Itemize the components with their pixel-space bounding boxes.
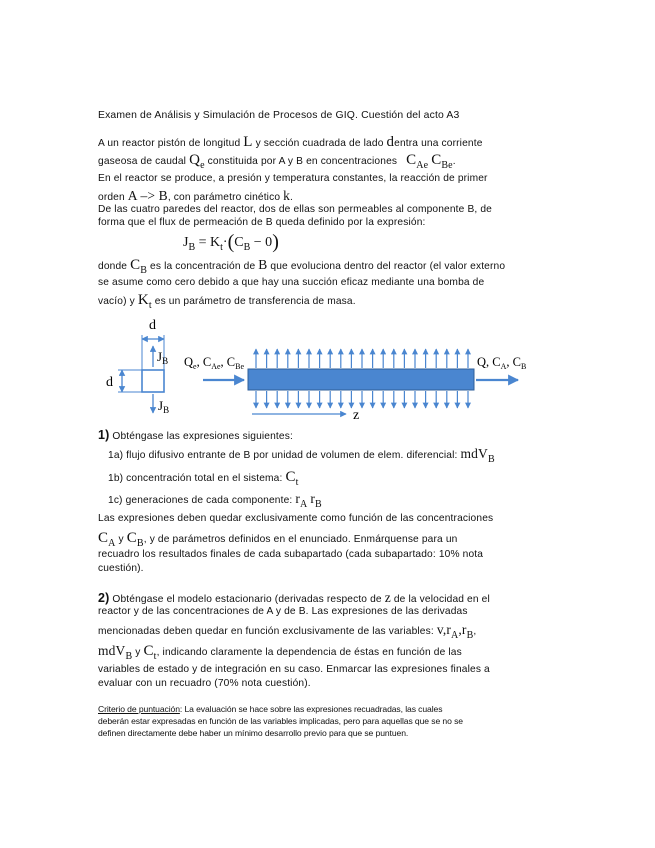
outlet-label xyxy=(477,355,526,371)
math-J: J xyxy=(183,235,189,250)
dim-d-left: d xyxy=(106,375,113,390)
math-sub: B xyxy=(162,356,169,366)
q2-line-6: evaluar con un recuadro (70% nota cuestión). xyxy=(98,678,311,689)
text: , y de parámetros definidos en el enunciado. Enmárquense para un xyxy=(143,534,458,545)
math-sub: A xyxy=(300,499,308,510)
math-r: ,r xyxy=(442,622,452,637)
math-K: K xyxy=(137,292,149,308)
cross-section xyxy=(106,318,169,415)
criteria-line-1 xyxy=(98,704,442,714)
math-sub: B xyxy=(136,538,144,549)
q1-number: 1) xyxy=(98,428,110,442)
text: constituida por A y B en concentraciones xyxy=(207,156,398,167)
math-C: C xyxy=(285,469,296,485)
math-sub: t xyxy=(220,242,223,253)
math-C: C xyxy=(492,355,501,369)
math-sub: t xyxy=(148,300,152,311)
exam-title: Examen de Análisis y Simulación de Procesos de GIQ. Cuestión del acto A3 xyxy=(98,110,460,121)
text: 1b) xyxy=(108,473,124,484)
math-C: C xyxy=(126,530,137,546)
math-J: J xyxy=(157,349,163,364)
math-d: d xyxy=(386,134,395,150)
text: mencionadas deben quedar en función exclusivamente de las variables: xyxy=(98,626,434,637)
q1-header xyxy=(98,428,293,442)
math-sub: t xyxy=(153,651,157,662)
math-C: C xyxy=(130,257,141,273)
text: , indicando claramente la dependencia de éstas en función de las xyxy=(156,647,462,658)
math-C: C xyxy=(512,355,521,369)
q2-line-5: variables de estado y de integración en su caso. Enmarcar las expresiones finales a xyxy=(98,664,490,675)
math-sub: Ae xyxy=(211,362,221,371)
math-C: C xyxy=(406,152,417,168)
sep: , xyxy=(196,355,203,369)
math-sub: B xyxy=(315,499,322,510)
intro-line-6: forma que el flux de permeación de B queda definido por la expresión: xyxy=(98,217,426,228)
math-Q: Q xyxy=(477,355,487,369)
math-sub: t xyxy=(295,477,299,488)
text: y xyxy=(135,647,141,658)
cross-section-square xyxy=(142,370,164,392)
text: y sección cuadrada de lado xyxy=(255,138,384,149)
text: es la concentración de xyxy=(150,261,256,272)
q1a xyxy=(108,446,495,465)
dim-d-top: d xyxy=(149,318,156,333)
math-eq: = K xyxy=(195,235,221,250)
sep: , xyxy=(506,355,513,369)
math-paren: ) xyxy=(272,231,279,253)
sep: , xyxy=(486,355,493,369)
math-sub: e xyxy=(193,362,197,371)
math-Q: Q xyxy=(184,355,194,369)
q2-line-2: reactor y de las concentraciones de A y de B. Las expresiones de las derivadas xyxy=(98,606,468,617)
inlet-label xyxy=(184,355,244,371)
text: gaseosa de caudal xyxy=(98,156,187,167)
math-sub: Ae xyxy=(416,160,429,171)
math-sub: B xyxy=(243,242,251,253)
text: Obténgase el modelo estacionario (derivadas respecto de xyxy=(112,594,382,605)
intro-line-3: En el reactor se produce, a presión y temperatura constantes, la reacción de primer xyxy=(98,173,488,184)
text: A un reactor pistón de longitud xyxy=(98,138,241,149)
math-sub: Be xyxy=(441,160,453,171)
criteria-line-3: definen directamente debe haber un mínimo desarrollo previo para que se puntuen. xyxy=(98,728,409,738)
math-sub: B xyxy=(188,242,196,253)
jb-top-label xyxy=(157,349,168,366)
text: entra una corriente xyxy=(394,138,483,149)
q2-number: 2) xyxy=(98,591,110,605)
text: 1a) xyxy=(108,450,124,461)
text: es un parámetro de transferencia de masa. xyxy=(154,296,356,307)
math-J: J xyxy=(158,398,164,413)
math-sub: B xyxy=(521,362,527,371)
text: generaciones de cada componente: xyxy=(125,495,293,506)
text: Obténgase las expresiones siguientes: xyxy=(112,431,293,442)
math-C: C xyxy=(143,643,154,659)
math-sub: A xyxy=(500,362,507,371)
math-C: C xyxy=(98,530,109,546)
math-r: r xyxy=(310,491,316,506)
math-C: C xyxy=(202,355,212,369)
math-k: k xyxy=(283,188,291,203)
math-r: r xyxy=(295,491,301,506)
math-sub: B xyxy=(125,651,133,662)
text: , xyxy=(473,626,477,637)
text: donde xyxy=(98,261,128,272)
text: : La evaluación se hace sobre las expresiones recuadradas, las cuales xyxy=(179,704,443,714)
q1-para-4: cuestión). xyxy=(98,563,144,574)
intro-line-5: De las cuatro paredes del reactor, dos de ellas son permeables al componente B, de xyxy=(98,204,492,215)
math-C: C xyxy=(226,355,236,369)
math-sub: B xyxy=(487,454,495,465)
q2-line-3 xyxy=(98,622,477,641)
math-C: C xyxy=(431,152,442,168)
math-zero: − 0 xyxy=(250,235,273,250)
q1b xyxy=(108,469,299,486)
math-sub: B xyxy=(140,265,148,276)
q1-para-2 xyxy=(98,530,457,547)
jb-bottom-label xyxy=(158,398,169,415)
math-sub: A xyxy=(451,630,459,641)
q1c xyxy=(108,491,322,510)
math-mdV: mdV xyxy=(98,643,126,658)
math-sub: Be xyxy=(235,362,244,371)
q1-para-1: Las expresiones deben quedar exclusivamente como función de las concentraciones xyxy=(98,513,494,524)
reactor-beam xyxy=(248,369,474,390)
text: . xyxy=(452,156,456,167)
math-reaction: A –> B xyxy=(127,188,168,203)
text: y xyxy=(118,534,124,545)
math-sub: e xyxy=(200,160,205,171)
math-sub: A xyxy=(108,538,116,549)
text: de la velocidad en el xyxy=(393,594,490,605)
text: concentración total en el sistema: xyxy=(126,473,283,484)
text: flujo difusivo entrante de B por unidad de volumen de elem. diferencial: xyxy=(126,450,458,461)
math-dot: · xyxy=(222,235,228,250)
q2-line-4 xyxy=(98,643,462,660)
math-L: L xyxy=(243,134,253,150)
text: que evoluciona dentro del reactor (el valor externo xyxy=(270,261,506,272)
math-r: ,r xyxy=(458,622,467,637)
text: vacío) y xyxy=(98,296,135,307)
text: 1c) xyxy=(108,495,123,506)
math-sub: B xyxy=(163,405,170,415)
math-Q: Q xyxy=(189,152,201,168)
criteria-line-2: deberán estar expresadas en función de las variables implicadas, pero para aquellas que se no se xyxy=(98,716,463,726)
text: orden xyxy=(98,192,125,203)
q2-line-1 xyxy=(98,590,490,606)
math-B: B xyxy=(258,257,268,272)
text: . xyxy=(290,192,294,203)
text: , con parámetro cinético xyxy=(167,192,281,203)
sep: , xyxy=(220,355,227,369)
math-paren: ( xyxy=(227,231,235,253)
math-v: v xyxy=(436,622,443,637)
math-mdV: mdV xyxy=(460,446,488,461)
math-sub: B xyxy=(466,630,474,641)
q1-para-3: recuadro los resultados finales de cada subapartado (cada subapartado: 10% nota xyxy=(98,549,484,560)
intro-line-8: se asume como cero debido a que hay una succión eficaz mediante una bomba de xyxy=(98,277,485,288)
math-z: z xyxy=(384,590,391,605)
math-C: C xyxy=(234,235,244,250)
criteria-label: Criterio de puntuación xyxy=(98,704,180,714)
z-label: z xyxy=(353,408,360,423)
